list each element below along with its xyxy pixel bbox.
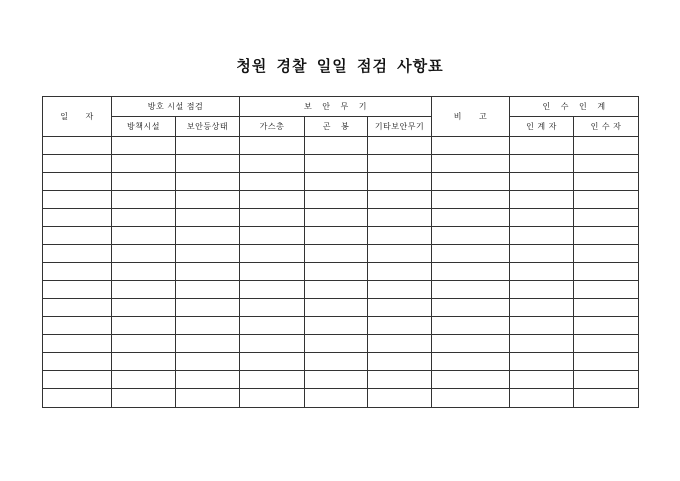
- cell-baton[interactable]: [305, 299, 368, 317]
- cell-light[interactable]: [176, 299, 240, 317]
- cell-date[interactable]: [43, 173, 112, 191]
- cell-received-by[interactable]: [574, 281, 639, 299]
- header-date: 일 자: [43, 97, 112, 137]
- cell-received-by[interactable]: [574, 155, 639, 173]
- cell-other-weapons[interactable]: [368, 281, 432, 299]
- cell-gas-gun[interactable]: [240, 191, 305, 209]
- cell-light[interactable]: [176, 317, 240, 335]
- cell-received-by[interactable]: [574, 389, 639, 408]
- cell-remarks[interactable]: [432, 263, 510, 281]
- cell-barrier[interactable]: [112, 371, 176, 389]
- cell-received-by[interactable]: [574, 335, 639, 353]
- cell-other-weapons[interactable]: [368, 227, 432, 245]
- cell-baton[interactable]: [305, 173, 368, 191]
- cell-date[interactable]: [43, 227, 112, 245]
- cell-date[interactable]: [43, 209, 112, 227]
- cell-barrier[interactable]: [112, 155, 176, 173]
- cell-barrier[interactable]: [112, 191, 176, 209]
- cell-gas-gun[interactable]: [240, 299, 305, 317]
- cell-light[interactable]: [176, 173, 240, 191]
- cell-handed-over-by[interactable]: [510, 371, 574, 389]
- cell-barrier[interactable]: [112, 245, 176, 263]
- cell-remarks[interactable]: [432, 155, 510, 173]
- cell-other-weapons[interactable]: [368, 335, 432, 353]
- header-remarks: 비 고: [432, 97, 510, 137]
- cell-barrier[interactable]: [112, 317, 176, 335]
- cell-light[interactable]: [176, 137, 240, 155]
- cell-other-weapons[interactable]: [368, 173, 432, 191]
- cell-handed-over-by[interactable]: [510, 209, 574, 227]
- cell-barrier[interactable]: [112, 263, 176, 281]
- header-protection-facility: 방호 시설 점검: [112, 97, 240, 117]
- cell-remarks[interactable]: [432, 317, 510, 335]
- cell-received-by[interactable]: [574, 353, 639, 371]
- table-row: [43, 263, 639, 281]
- cell-date[interactable]: [43, 137, 112, 155]
- cell-baton[interactable]: [305, 137, 368, 155]
- cell-light[interactable]: [176, 281, 240, 299]
- cell-handed-over-by[interactable]: [510, 191, 574, 209]
- table-row: [43, 281, 639, 299]
- cell-handed-over-by[interactable]: [510, 281, 574, 299]
- cell-baton[interactable]: [305, 317, 368, 335]
- cell-baton[interactable]: [305, 389, 368, 408]
- cell-light[interactable]: [176, 155, 240, 173]
- table-header: [43, 97, 639, 137]
- cell-gas-gun[interactable]: [240, 155, 305, 173]
- cell-other-weapons[interactable]: [368, 317, 432, 335]
- cell-baton[interactable]: [305, 263, 368, 281]
- cell-other-weapons[interactable]: [368, 263, 432, 281]
- cell-light[interactable]: [176, 227, 240, 245]
- cell-remarks[interactable]: [432, 389, 510, 408]
- table-row: [43, 299, 639, 317]
- cell-other-weapons[interactable]: [368, 353, 432, 371]
- cell-gas-gun[interactable]: [240, 245, 305, 263]
- table-row: [43, 191, 639, 209]
- cell-date[interactable]: [43, 299, 112, 317]
- cell-baton[interactable]: [305, 155, 368, 173]
- cell-barrier[interactable]: [112, 227, 176, 245]
- cell-date[interactable]: [43, 191, 112, 209]
- cell-handed-over-by[interactable]: [510, 245, 574, 263]
- cell-other-weapons[interactable]: [368, 137, 432, 155]
- cell-gas-gun[interactable]: [240, 389, 305, 408]
- page-title: 청원 경찰 일일 점검 사항표: [236, 57, 444, 75]
- cell-other-weapons[interactable]: [368, 389, 432, 408]
- cell-gas-gun[interactable]: [240, 281, 305, 299]
- header-handed-over-by: 인 계 자: [510, 117, 574, 137]
- cell-handed-over-by[interactable]: [510, 335, 574, 353]
- cell-light[interactable]: [176, 371, 240, 389]
- table-body: [43, 137, 639, 408]
- table-row: [43, 335, 639, 353]
- cell-other-weapons[interactable]: [368, 245, 432, 263]
- cell-gas-gun[interactable]: [240, 371, 305, 389]
- cell-remarks[interactable]: [432, 335, 510, 353]
- cell-date[interactable]: [43, 245, 112, 263]
- cell-other-weapons[interactable]: [368, 191, 432, 209]
- cell-remarks[interactable]: [432, 281, 510, 299]
- header-handover: 인 수 인 계: [510, 97, 639, 117]
- cell-remarks[interactable]: [432, 371, 510, 389]
- cell-barrier[interactable]: [112, 335, 176, 353]
- cell-light[interactable]: [176, 335, 240, 353]
- cell-other-weapons[interactable]: [368, 155, 432, 173]
- table-row: [43, 371, 639, 389]
- cell-date[interactable]: [43, 353, 112, 371]
- header-other-weapons: 기타보안무기: [368, 117, 432, 137]
- table-row: [43, 227, 639, 245]
- cell-barrier[interactable]: [112, 299, 176, 317]
- table-row: [43, 245, 639, 263]
- cell-handed-over-by[interactable]: [510, 317, 574, 335]
- cell-received-by[interactable]: [574, 299, 639, 317]
- cell-received-by[interactable]: [574, 173, 639, 191]
- cell-barrier[interactable]: [112, 173, 176, 191]
- cell-handed-over-by[interactable]: [510, 263, 574, 281]
- cell-remarks[interactable]: [432, 191, 510, 209]
- cell-baton[interactable]: [305, 227, 368, 245]
- cell-gas-gun[interactable]: [240, 317, 305, 335]
- cell-date[interactable]: [43, 371, 112, 389]
- cell-light[interactable]: [176, 245, 240, 263]
- cell-handed-over-by[interactable]: [510, 155, 574, 173]
- cell-barrier[interactable]: [112, 353, 176, 371]
- cell-baton[interactable]: [305, 353, 368, 371]
- cell-handed-over-by[interactable]: [510, 137, 574, 155]
- cell-received-by[interactable]: [574, 227, 639, 245]
- cell-date[interactable]: [43, 263, 112, 281]
- cell-baton[interactable]: [305, 209, 368, 227]
- cell-baton[interactable]: [305, 281, 368, 299]
- table-row: [43, 317, 639, 335]
- cell-handed-over-by[interactable]: [510, 173, 574, 191]
- cell-handed-over-by[interactable]: [510, 353, 574, 371]
- cell-gas-gun[interactable]: [240, 209, 305, 227]
- header-baton: 곤 봉: [305, 117, 368, 137]
- cell-other-weapons[interactable]: [368, 209, 432, 227]
- cell-date[interactable]: [43, 155, 112, 173]
- cell-received-by[interactable]: [574, 191, 639, 209]
- cell-remarks[interactable]: [432, 227, 510, 245]
- cell-received-by[interactable]: [574, 245, 639, 263]
- cell-remarks[interactable]: [432, 245, 510, 263]
- cell-handed-over-by[interactable]: [510, 389, 574, 408]
- cell-baton[interactable]: [305, 335, 368, 353]
- cell-barrier[interactable]: [112, 389, 176, 408]
- header-gas-gun: 가스총: [240, 117, 305, 137]
- cell-light[interactable]: [176, 389, 240, 408]
- cell-baton[interactable]: [305, 371, 368, 389]
- inspection-table: [42, 96, 639, 408]
- cell-gas-gun[interactable]: [240, 353, 305, 371]
- cell-received-by[interactable]: [574, 137, 639, 155]
- cell-barrier[interactable]: [112, 281, 176, 299]
- cell-date[interactable]: [43, 281, 112, 299]
- cell-gas-gun[interactable]: [240, 173, 305, 191]
- cell-other-weapons[interactable]: [368, 371, 432, 389]
- cell-gas-gun[interactable]: [240, 137, 305, 155]
- cell-remarks[interactable]: [432, 353, 510, 371]
- table-row: [43, 209, 639, 227]
- cell-light[interactable]: [176, 191, 240, 209]
- cell-date[interactable]: [43, 317, 112, 335]
- cell-gas-gun[interactable]: [240, 335, 305, 353]
- cell-barrier[interactable]: [112, 209, 176, 227]
- cell-date[interactable]: [43, 389, 112, 408]
- cell-gas-gun[interactable]: [240, 263, 305, 281]
- cell-baton[interactable]: [305, 191, 368, 209]
- cell-remarks[interactable]: [432, 173, 510, 191]
- cell-other-weapons[interactable]: [368, 299, 432, 317]
- cell-received-by[interactable]: [574, 263, 639, 281]
- cell-received-by[interactable]: [574, 371, 639, 389]
- header-security-weapons: 보 안 무 기: [240, 97, 432, 117]
- cell-received-by[interactable]: [574, 317, 639, 335]
- cell-date[interactable]: [43, 335, 112, 353]
- header-barrier-facility: 방책시설: [112, 117, 176, 137]
- cell-light[interactable]: [176, 209, 240, 227]
- cell-remarks[interactable]: [432, 209, 510, 227]
- cell-gas-gun[interactable]: [240, 227, 305, 245]
- header-security-light-status: 보안등상태: [176, 117, 240, 137]
- table-row: [43, 155, 639, 173]
- cell-remarks[interactable]: [432, 299, 510, 317]
- table-row: [43, 173, 639, 191]
- table-row: [43, 389, 639, 408]
- cell-handed-over-by[interactable]: [510, 299, 574, 317]
- table-row: [43, 353, 639, 371]
- header-received-by: 인 수 자: [574, 117, 639, 137]
- cell-light[interactable]: [176, 353, 240, 371]
- cell-barrier[interactable]: [112, 137, 176, 155]
- cell-received-by[interactable]: [574, 209, 639, 227]
- cell-baton[interactable]: [305, 245, 368, 263]
- cell-remarks[interactable]: [432, 137, 510, 155]
- cell-light[interactable]: [176, 263, 240, 281]
- table-row: [43, 137, 639, 155]
- cell-handed-over-by[interactable]: [510, 227, 574, 245]
